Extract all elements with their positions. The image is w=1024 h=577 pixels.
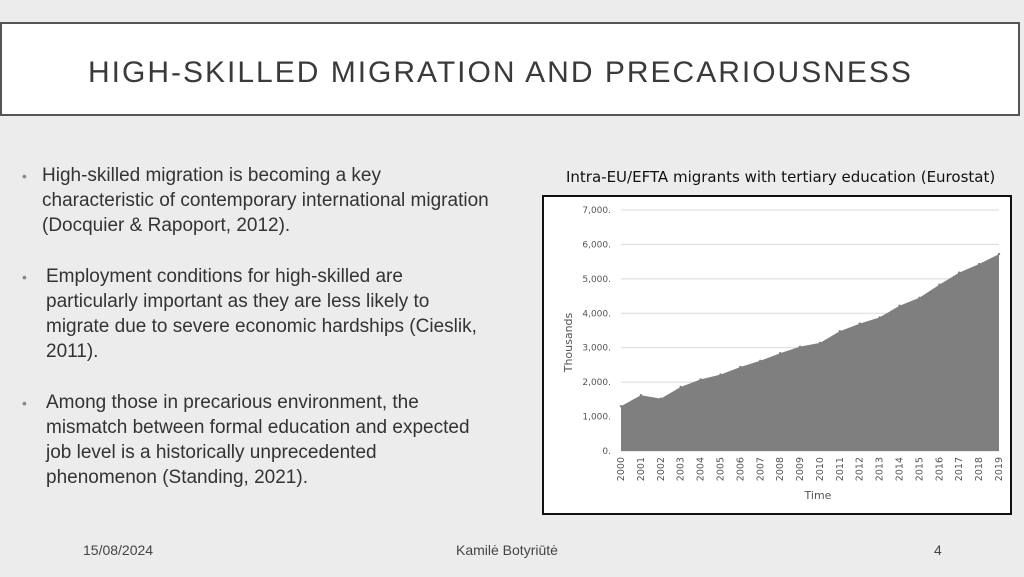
y-tick-label: 2,000. (582, 378, 611, 389)
y-tick-label: 4,000. (582, 309, 611, 320)
bullet-text: Among those in precarious environment, the mismatch between formal education and expected job level is a historically unprecedented phenomenon (Standing, 2021). (46, 392, 470, 488)
x-tick-label: 2019 (994, 457, 1005, 482)
x-tick-label: 2014 (894, 457, 906, 482)
bullet-item (22, 264, 492, 364)
bullet-icon: • (22, 168, 27, 184)
x-tick-label: 2012 (854, 457, 866, 482)
x-tick-label: 2007 (755, 457, 767, 482)
slide-title: HIGH-SKILLED MIGRATION AND PRECARIOUSNESS (88, 56, 913, 89)
x-tick-label: 2001 (635, 457, 647, 482)
data-point (898, 305, 900, 307)
y-tick-label: 5,000. (582, 274, 611, 285)
bullet-icon: • (22, 269, 27, 285)
data-point (998, 253, 1000, 255)
data-point (819, 342, 821, 344)
data-point (859, 322, 861, 324)
data-point (759, 360, 761, 362)
x-tick-label: 2006 (735, 457, 747, 482)
data-point (719, 373, 721, 375)
x-tick-label: 2004 (695, 457, 707, 482)
x-tick-label: 2000 (616, 457, 627, 482)
chart-frame (542, 195, 1012, 515)
bullet-text: High-skilled migration is becoming a key characteristic of contemporary international migration (Docquier & Rapoport, 2012). (42, 165, 489, 236)
x-tick-label: 2013 (874, 457, 886, 482)
y-tick-label: 3,000. (582, 343, 611, 354)
title-bar (0, 22, 1020, 116)
x-tick-label: 2009 (795, 457, 807, 482)
y-tick-label: 0. (602, 447, 611, 457)
data-point (739, 366, 741, 368)
data-point (660, 397, 662, 399)
bullet-list (22, 163, 492, 516)
bullet-item (22, 163, 492, 238)
data-point (699, 378, 701, 380)
x-tick-label: 2011 (834, 457, 846, 482)
x-tick-label: 2017 (954, 457, 966, 482)
x-axis-label: Time (804, 489, 832, 502)
x-tick-label: 2003 (675, 457, 687, 482)
data-point (839, 330, 841, 332)
data-point (640, 394, 642, 396)
x-tick-label: 2002 (655, 457, 667, 482)
page-number: 4 (934, 542, 942, 558)
data-point (918, 297, 920, 299)
data-point (779, 352, 781, 354)
data-point (799, 345, 801, 347)
chart-title: Intra-EU/EFTA migrants with tertiary education (Eurostat) (566, 168, 996, 186)
data-point (958, 271, 960, 273)
y-axis-label: Thousands (562, 312, 575, 373)
footer-author: Kamilė Botyriūtė (456, 542, 558, 558)
x-tick-label: 2015 (914, 457, 926, 482)
bullet-icon: • (22, 395, 27, 411)
data-point (878, 316, 880, 318)
bullet-item (22, 390, 492, 490)
y-tick-label: 1,000. (582, 412, 611, 423)
x-tick-label: 2018 (974, 457, 986, 482)
y-tick-label: 6,000. (582, 240, 611, 251)
footer-date: 15/08/2024 (83, 542, 154, 558)
area-chart (544, 197, 1010, 513)
data-point (620, 405, 622, 407)
y-tick-label: 7,000. (582, 206, 611, 216)
x-tick-label: 2008 (775, 457, 787, 482)
x-tick-label: 2005 (715, 457, 727, 482)
x-tick-label: 2010 (814, 457, 826, 482)
bullet-text: Employment conditions for high-skilled are particularly important as they are less likely to migrate due to severe economic hardships (Cieslik, 2011). (46, 266, 477, 362)
series-area (621, 254, 999, 451)
data-point (679, 386, 681, 388)
data-point (978, 263, 980, 265)
x-tick-label: 2016 (934, 457, 946, 482)
data-point (938, 284, 940, 286)
